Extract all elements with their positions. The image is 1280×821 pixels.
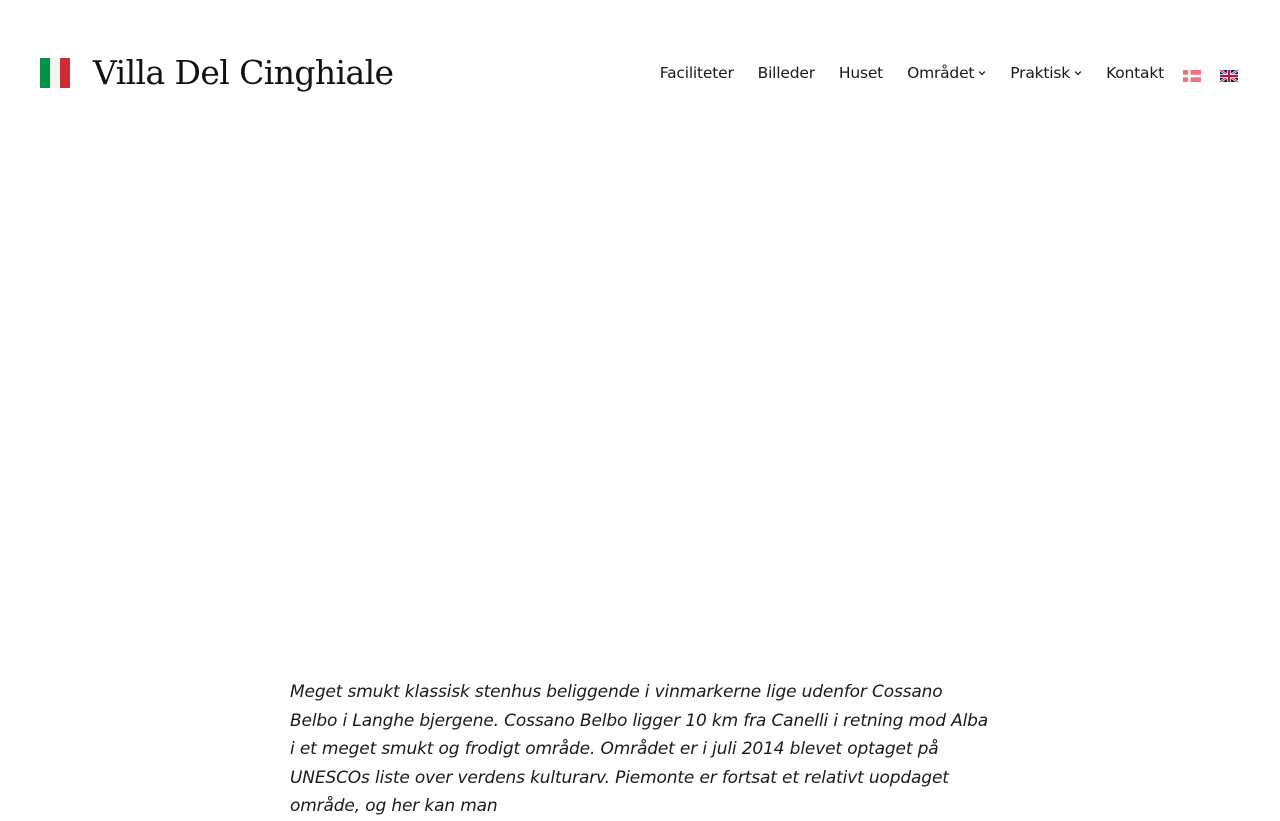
english-flag-icon[interactable] (1220, 67, 1238, 79)
site-title: Villa Del Cinghiale (93, 53, 394, 92)
site-brand-link[interactable] (40, 52, 393, 94)
nav-item-huset[interactable] (839, 64, 883, 82)
nav-item-kontakt[interactable] (1106, 64, 1164, 82)
chevron-down-icon (978, 69, 986, 77)
nav-item-label: Kontakt (1106, 64, 1164, 82)
nav-item-praktisk[interactable] (1010, 64, 1082, 82)
chevron-down-icon (1074, 69, 1082, 77)
intro-paragraph: Meget smukt klassisk stenhus beliggende i vinmarkerne lige udenfor Cossano Belbo i Langhe bjergene. Cossano Belbo ligger 10 km fra Canelli i retning mod Alba i et meget smukt og frodigt område. Området er i juli 2014 blevet optaget på UNESCOs liste over verdens kulturarv. Piemonte er fortsat et relativt uopdaget område, og her kan man (290, 682, 989, 817)
nav-item-faciliteter[interactable] (660, 64, 734, 82)
italy-flag-icon (40, 58, 70, 88)
site-header (0, 0, 1280, 145)
main-navigation (660, 60, 1238, 86)
nav-item-label: Billeder (757, 64, 815, 82)
nav-item-label: Praktisk (1010, 64, 1071, 82)
nav-item-label: Huset (838, 64, 884, 82)
danish-flag-icon[interactable] (1183, 67, 1201, 79)
nav-item-label: Området (907, 64, 975, 82)
nav-item-billeder[interactable] (758, 64, 815, 82)
hero-image-area (0, 145, 1280, 650)
nav-item-omradet[interactable] (907, 64, 986, 82)
nav-item-label: Faciliteter (659, 64, 734, 82)
